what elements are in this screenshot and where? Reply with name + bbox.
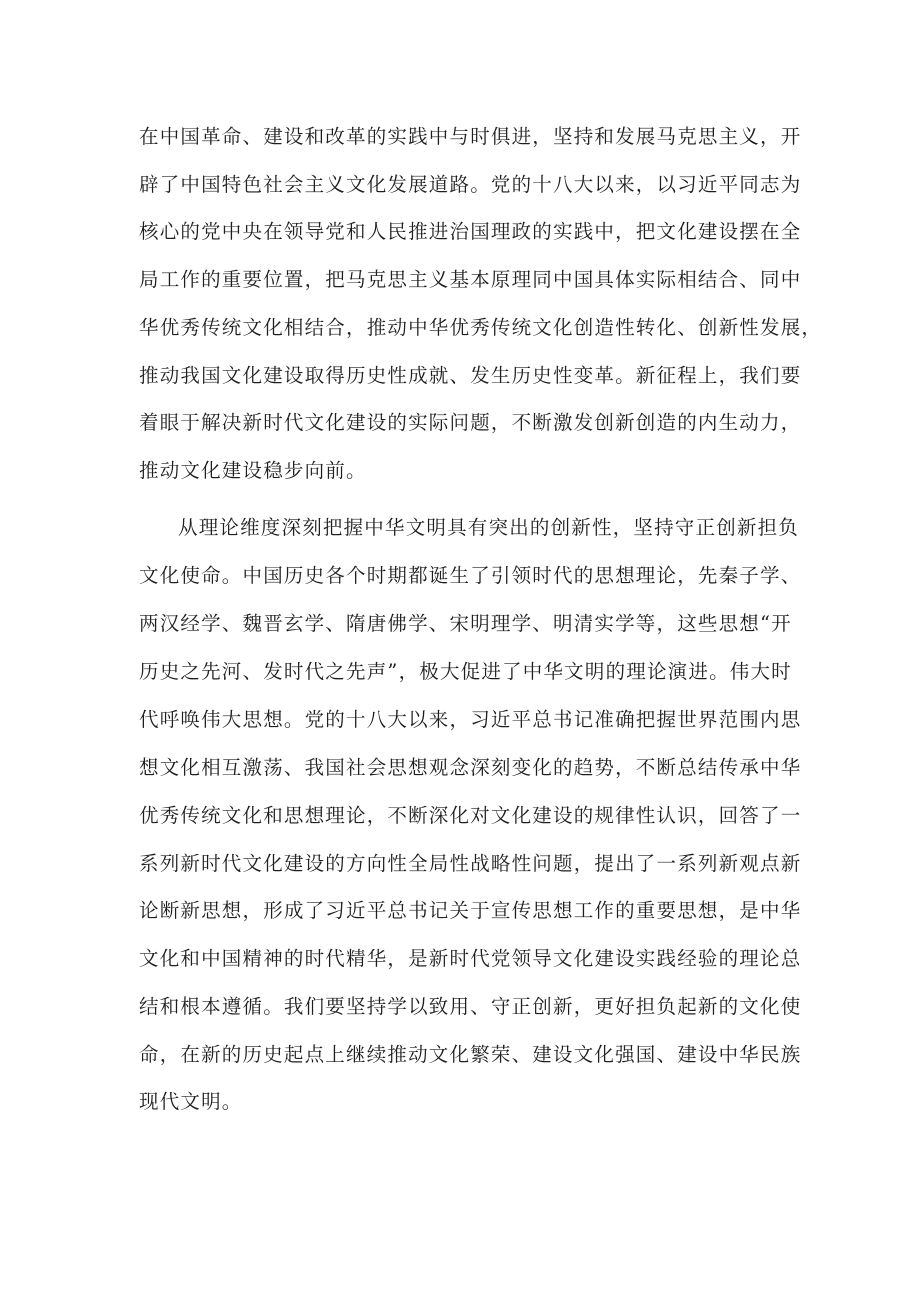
paragraph-1-line: 局工作的重要位置，把马克思主义基本原理同中国具体实际相结合、同中 [139,268,802,291]
paragraph-1-line-last: 推动文化建设稳步向前。 [139,459,367,482]
paragraph-1-line: 华优秀传统文化相结合，推动中华优秀传统文化创造性转化、创新性发展， [139,316,823,339]
paragraph-2-line: 优秀传统文化和思想理论，不断深化对文化建设的规律性认识，回答了一 [139,804,802,827]
paragraph-2-line: 命，在新的历史起点上继续推动文化繁荣、建设文化强国、建设中华民族 [139,1043,802,1066]
paragraph-1-line: 核心的党中央在领导党和人民推进治国理政的实践中，把文化建设摆在全 [139,220,802,243]
paragraph-1-line: 推动我国文化建设取得历史性成就、发生历史性变革。新征程上，我们要 [139,364,802,387]
paragraph-1-line: 着眼于解决新时代文化建设的实际问题，不断激发创新创造的内生动力， [139,411,802,434]
paragraph-2-line-last: 现代文明。 [139,1090,243,1113]
paragraph-1-line: 辟了中国特色社会主义文化发展道路。党的十八大以来，以习近平同志为 [139,173,802,196]
paragraph-2-line: 文化和中国精神的时代精华，是新时代党领导文化建设实践经验的理论总 [139,947,802,970]
paragraph-2-first-line: 从理论维度深刻把握中华文明具有突出的创新性，坚持守正创新担负 [178,516,800,539]
paragraph-2-line: 两汉经学、魏晋玄学、隋唐佛学、宋明理学、明清实学等，这些思想“开 [139,612,792,635]
paragraph-1-line: 在中国革命、建设和改革的实践中与时俱进，坚持和发展马克思主义，开 [139,125,802,148]
paragraph-2-line: 历史之先河、发时代之先声”，极大促进了中华文明的理论演进。伟大时 [139,660,792,683]
paragraph-2-line: 代呼唤伟大思想。党的十八大以来，习近平总书记准确把握世界范围内思 [139,708,802,731]
paragraph-2-line: 文化使命。中国历史各个时期都诞生了引领时代的思想理论，先秦子学、 [139,564,802,587]
paragraph-2-line: 论断新思想，形成了习近平总书记关于宣传思想工作的重要思想，是中华 [139,899,802,922]
paragraph-2-line: 系列新时代文化建设的方向性全局性战略性问题，提出了一系列新观点新 [139,852,802,875]
paragraph-2-line: 想文化相互激荡、我国社会思想观念深刻变化的趋势，不断总结传承中华 [139,756,802,779]
paragraph-2-line: 结和根本遵循。我们要坚持学以致用、守正创新，更好担负起新的文化使 [139,995,802,1018]
